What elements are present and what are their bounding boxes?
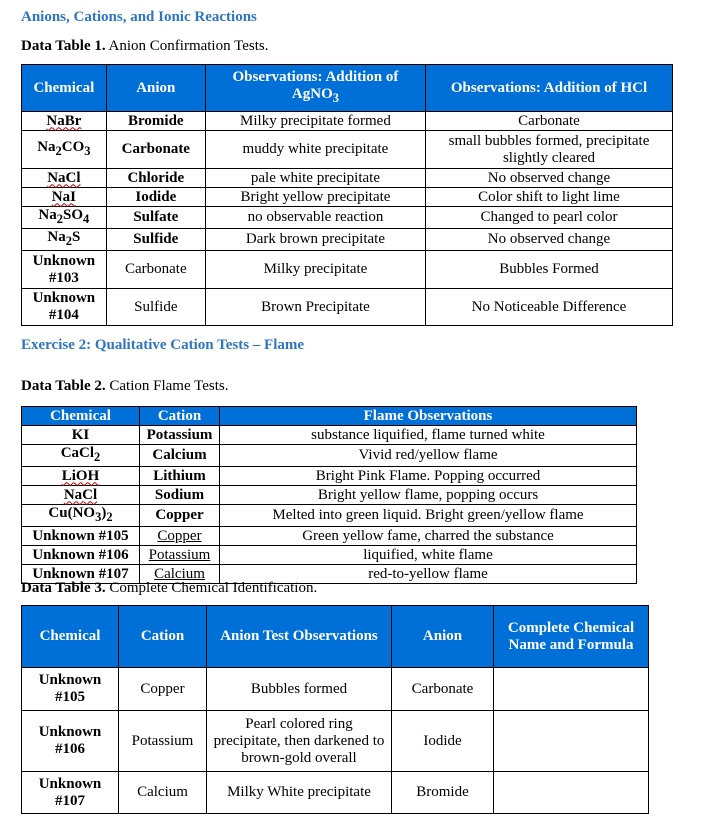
chemical-cell: NaI	[22, 188, 107, 207]
section-title: Anions, Cations, and Ionic Reactions	[21, 9, 257, 25]
anion-obs-cell: Milky White precipitate	[207, 772, 392, 814]
chemical-cell: Unknown #106	[22, 546, 140, 565]
hcl-cell: Color shift to light lime	[426, 188, 673, 207]
table1-caption	[21, 38, 268, 55]
table-row	[22, 207, 673, 229]
t2-header-cation: Cation	[140, 407, 220, 426]
chemical-cell: CaCl$_2$	[22, 445, 140, 467]
t1-header-hcl: Observations: Addition of HCl	[426, 65, 673, 112]
table1-caption-bold: Data Table 1.	[21, 38, 106, 54]
cation-cell: Potassium	[140, 426, 220, 445]
chemical-cell: $Na_2S$	[22, 229, 107, 251]
t2-header-chemical: Chemical	[22, 407, 140, 426]
anion-cell: Iodide	[392, 711, 494, 772]
table-row	[22, 112, 673, 131]
agno3-cell: Dark brown precipitate	[205, 229, 425, 251]
cation-cell: Lithium	[140, 467, 220, 486]
chemical-cell: KI	[22, 426, 140, 445]
anion-obs-cell: Bubbles formed	[207, 668, 392, 711]
table-row	[22, 505, 637, 527]
chemical-cell: $Cu(NO_3)_2$	[22, 505, 140, 527]
t1-header-agno3: Observations: Addition of AgNO$_3$	[205, 65, 425, 112]
table-row	[22, 131, 673, 169]
cation-cell: Copper	[140, 505, 220, 527]
exercise2-title: Exercise 2: Qualitative Cation Tests – Flame	[21, 337, 305, 353]
agno3-cell: Brown Precipitate	[205, 289, 425, 326]
chemical-cell: Unknown #103	[22, 251, 107, 289]
hcl-cell: No observed change	[426, 169, 673, 188]
table-row	[22, 289, 673, 326]
anion-cell: Chloride	[106, 169, 205, 188]
table-row	[22, 711, 649, 772]
cation-cell: Copper	[140, 527, 220, 546]
table2-caption-text: Cation Flame Tests.	[105, 378, 229, 394]
chemical-identification-table	[21, 605, 649, 814]
t2-header-flame: Flame Observations	[220, 407, 637, 426]
table-row	[22, 467, 637, 486]
chemical-cell: NaCl	[22, 169, 107, 188]
table3-caption	[21, 580, 317, 597]
flame-cell: liquified, white flame	[220, 546, 637, 565]
name-formula-cell[interactable]	[494, 711, 649, 772]
agno3-cell: Milky precipitate	[205, 251, 425, 289]
chemical-cell: Unknown #107	[22, 772, 119, 814]
hcl-cell: No observed change	[426, 229, 673, 251]
table-row	[22, 229, 673, 251]
flame-cell: Bright Pink Flame. Popping occurred	[220, 467, 637, 486]
anion-cell: Bromide	[106, 112, 205, 131]
t3-header-name-formula: Complete Chemical Name and Formula	[494, 606, 649, 668]
t3-header-chemical: Chemical	[22, 606, 119, 668]
chemical-cell: Unknown #106	[22, 711, 119, 772]
t3-header-anion: Anion	[392, 606, 494, 668]
table-row	[22, 169, 673, 188]
cation-cell: Sodium	[140, 486, 220, 505]
hcl-cell: No Noticeable Difference	[426, 289, 673, 326]
anion-cell: Sulfide	[106, 229, 205, 251]
table3-caption-bold: Data Table 3.	[21, 580, 106, 596]
agno3-cell: no observable reaction	[205, 207, 425, 229]
table-row	[22, 668, 649, 711]
flame-cell: Green yellow fame, charred the substance	[220, 527, 637, 546]
anion-cell: Sulfide	[106, 289, 205, 326]
chemical-cell: Unknown #105	[22, 668, 119, 711]
table3-caption-text: Complete Chemical Identification.	[105, 580, 318, 596]
flame-cell: red-to-yellow flame	[220, 565, 637, 584]
cation-cell: Potassium	[119, 711, 207, 772]
hcl-cell: Changed to pearl color	[426, 207, 673, 229]
table-row	[22, 251, 673, 289]
agno3-cell: pale white precipitate	[205, 169, 425, 188]
anion-cell: Carbonate	[106, 131, 205, 169]
hcl-cell: small bubbles formed, precipitate slightly cleared	[426, 131, 673, 169]
chemical-cell: LiOH	[22, 467, 140, 486]
chemical-cell: $Na_2CO_3$	[22, 131, 107, 169]
flame-cell: Melted into green liquid. Bright green/yellow flame	[220, 505, 637, 527]
t1-header-chemical: Chemical	[22, 65, 107, 112]
hcl-cell: Bubbles Formed	[426, 251, 673, 289]
name-formula-cell[interactable]	[494, 668, 649, 711]
chemical-cell: Unknown #107	[22, 565, 140, 584]
agno3-cell: Milky precipitate formed	[205, 112, 425, 131]
table-row	[22, 486, 637, 505]
anion-cell: Iodide	[106, 188, 205, 207]
hcl-cell: Carbonate	[426, 112, 673, 131]
flame-cell: Vivid red/yellow flame	[220, 445, 637, 467]
t3-header-anion-obs: Anion Test Observations	[207, 606, 392, 668]
table-row	[22, 445, 637, 467]
anion-cell: Carbonate	[106, 251, 205, 289]
name-formula-cell[interactable]	[494, 772, 649, 814]
chemical-cell: NaCl	[22, 486, 140, 505]
t3-header-cation: Cation	[119, 606, 207, 668]
anion-cell: Carbonate	[392, 668, 494, 711]
anion-cell: Bromide	[392, 772, 494, 814]
table2-caption	[21, 378, 228, 395]
cation-cell: Calcium	[140, 445, 220, 467]
chemical-cell: Unknown #104	[22, 289, 107, 326]
table1-caption-text: Anion Confirmation Tests.	[105, 38, 269, 54]
cation-cell: Potassium	[140, 546, 220, 565]
cation-cell: Copper	[119, 668, 207, 711]
anion-confirmation-table	[21, 64, 673, 326]
flame-cell: substance liquified, flame turned white	[220, 426, 637, 445]
flame-cell: Bright yellow flame, popping occurs	[220, 486, 637, 505]
t1-header-anion: Anion	[106, 65, 205, 112]
chemical-cell: Unknown #105	[22, 527, 140, 546]
anion-cell: Sulfate	[106, 207, 205, 229]
agno3-cell: Bright yellow precipitate	[205, 188, 425, 207]
chemical-cell: $Na_2SO_4$	[22, 207, 107, 229]
agno3-cell: muddy white precipitate	[205, 131, 425, 169]
cation-cell: Calcium	[140, 565, 220, 584]
table-row	[22, 527, 637, 546]
table-row	[22, 188, 673, 207]
table2-caption-bold: Data Table 2.	[21, 378, 106, 394]
chemical-cell: NaBr	[22, 112, 107, 131]
anion-obs-cell: Pearl colored ring precipitate, then darkened to brown-gold overall	[207, 711, 392, 772]
table-row	[22, 772, 649, 814]
cation-flame-table	[21, 406, 637, 584]
table-row	[22, 426, 637, 445]
cation-cell: Calcium	[119, 772, 207, 814]
table-row	[22, 546, 637, 565]
